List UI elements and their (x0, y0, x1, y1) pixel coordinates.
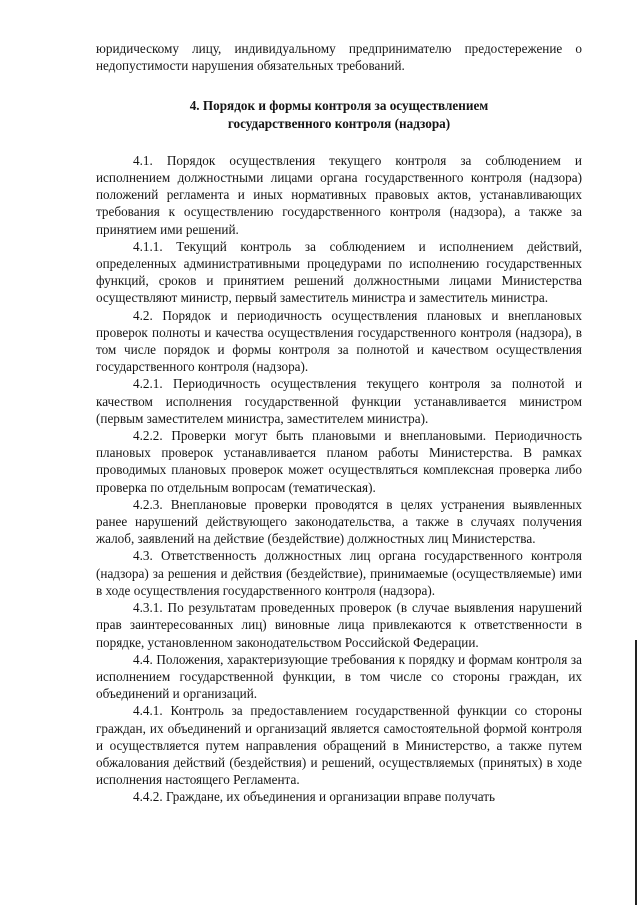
paragraph-4-1: 4.1. Порядок осуществления текущего контроля за соблюдением и исполнением должностными лицами органа государственного контроля (надзора) положений регламента и иных нормативных правовых актов, устанавливающих требования к осуществлению государственного контроля (надзора), а также за принятием ими решений. (96, 152, 582, 237)
document-page (96, 40, 582, 806)
section-heading (96, 97, 582, 131)
paragraph-4-2-1: 4.2.1. Периодичность осуществления текущего контроля за полнотой и качеством исполнения государственной функции устанавливается министром (первым заместителем министра, заместителем министра). (96, 376, 582, 426)
intro-paragraph: юридическому лицу, индивидуальному предпринимателю предостережение о недопустимости нарушения обязательных требований. (96, 41, 582, 74)
paragraph-4-2-2: 4.2.2. Проверки могут быть плановыми и внеплановыми. Периодичность плановых проверок устанавливается планом работы Министерства. В рамках проводимых плановых проверок может осуществляться комплексная проверка либо проверка по отдельным вопросам (тематическая). (96, 428, 582, 495)
paragraph-4-2: 4.2. Порядок и периодичность осуществления плановых и внеплановых проверок полноты и качества осуществления государственного контроля (надзора), в том числе порядок и формы контроля за полнотой и качеством осуществления государственного контроля (надзора). (96, 307, 582, 375)
paragraph-4-1-1: 4.1.1. Текущий контроль за соблюдением и исполнением действий, определенных административными процедурами по исполнению государственных функций, сроков и принятием решений должностными лицами Министерства осуществляют министр, первый заместитель министра и заместитель министра. (96, 238, 582, 306)
section-heading-line-1: 4. Порядок и формы контроля за осуществлением (189, 98, 489, 114)
paragraph-4-2-3: 4.2.3. Внеплановые проверки проводятся в целях устранения выявленных ранее нарушений действующего законодательства, а также в случаях получения жалоб, заявлений на действие (бездействие) должностных лиц Министерства. (96, 496, 582, 547)
section-heading-line-2: государственного контроля (надзора) (227, 115, 451, 131)
paragraph-4-4-1: 4.4.1. Контроль за предоставлением государственной функции со стороны граждан, их объединений и организаций является самостоятельной формой контроля и осуществляется путем направления обращений в Министерство, а также путем обжалования действий (бездействия) и решений, осуществляемых (принятых) в ходе исполнения настоящего Регламента. (96, 703, 582, 788)
paragraph-4-3-1: 4.3.1. По результатам проведенных проверок (в случае выявления нарушений прав заинтересованных лиц) виновные лица привлекаются к ответственности в порядке, установленном законодательством Российской Федерации. (96, 600, 582, 650)
paragraph-4-4-2: 4.4.2. Граждане, их объединения и организации вправе получать (133, 789, 496, 805)
paragraph-4-3: 4.3. Ответственность должностных лиц органа государственного контроля (надзора) за решения и действия (бездействие), принимаемые (осуществляемые) ими в ходе осуществления государственного контроля (надзора). (96, 548, 582, 598)
scan-edge-line (635, 640, 637, 905)
paragraph-4-4: 4.4. Положения, характеризующие требования к порядку и формам контроля за исполнением государственной функции, в том числе со стороны граждан, их объединений и организаций. (96, 651, 582, 702)
